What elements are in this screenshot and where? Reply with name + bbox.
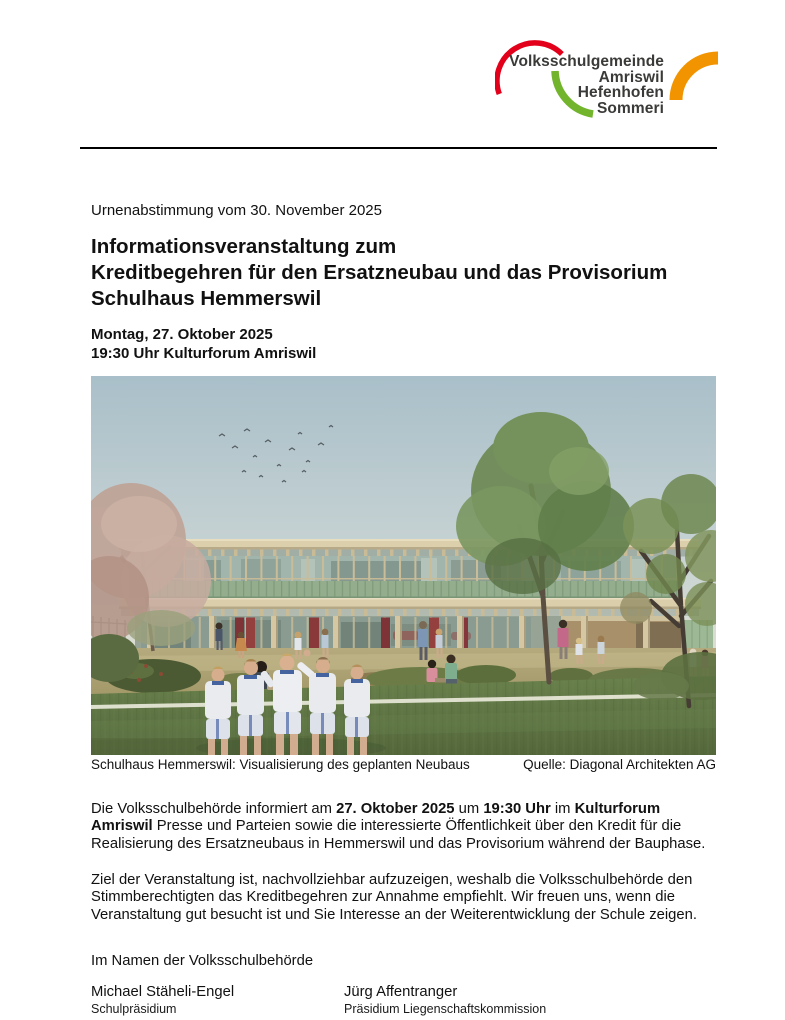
page-title [91,234,751,312]
logo-arc-orange [676,58,718,100]
title-line-3: Schulhaus Hemmerswil [91,287,322,310]
event-date: Montag, 27. Oktober 2025 [91,326,273,343]
building-visualization-image [91,376,716,755]
logo-line-amriswil: Amriswil [598,68,664,86]
title-line-1: Informationsveranstaltung zum [91,235,397,258]
closing-line: Im Namen der Volksschulbehörde [91,953,314,969]
logo-line-hefenhofen: Hefenhofen [577,84,664,102]
title-line-2: Kreditbegehren für den Ersatzneubau und das Provisorium [91,261,668,284]
event-info [91,326,723,363]
figure-source: Quelle: Diagonal Architekten AG [523,757,716,772]
header-divider [80,147,717,149]
figure-caption-row [91,757,716,773]
figure-caption: Schulhaus Hemmerswil: Visualisierung des geplanten Neubaus [91,757,470,772]
body-paragraph-1: Die Volksschulbehörde informiert am 27. Oktober 2025 um 19:30 Uhr im Kulturforum Amriswil Presse und Parteien sowie die interessierte Öffentlichkeit über den Kredit für die Realisierung des Ersatzneubaus in Hemmerswil und das Provisorium während der Bauphase. [91,801,706,852]
body-paragraph-2: Ziel der Veranstaltung ist, nachvollziehbar aufzuzeigen, weshalb die Volksschulbehörde den Stimmberechtigten das Kreditbegehren zur Annahme empfiehlt. Wir freuen uns, wenn die Veranstaltung gut besucht ist und Sie Interesse an der Weiterentwicklung der Schule zeigen. [91,872,697,923]
signature-name-1: Michael Stäheli-Engel [91,984,235,1000]
logo-line-sommeri: Sommeri [596,99,664,117]
signature-name-2: Jürg Affentranger [344,984,458,1000]
logo-line-gemeinde: Volksschulgemeinde [509,53,664,70]
signature-role-2: Präsidium Liegenschaftskommission [344,1002,547,1016]
logo-wordmark [430,54,664,116]
event-time-place: 19:30 Uhr Kulturforum Amriswil [91,344,317,362]
vote-date-line: Urnenabstimmung vom 30. November 2025 [91,202,382,219]
signature-role-1: Schulpräsidium [91,1002,177,1016]
